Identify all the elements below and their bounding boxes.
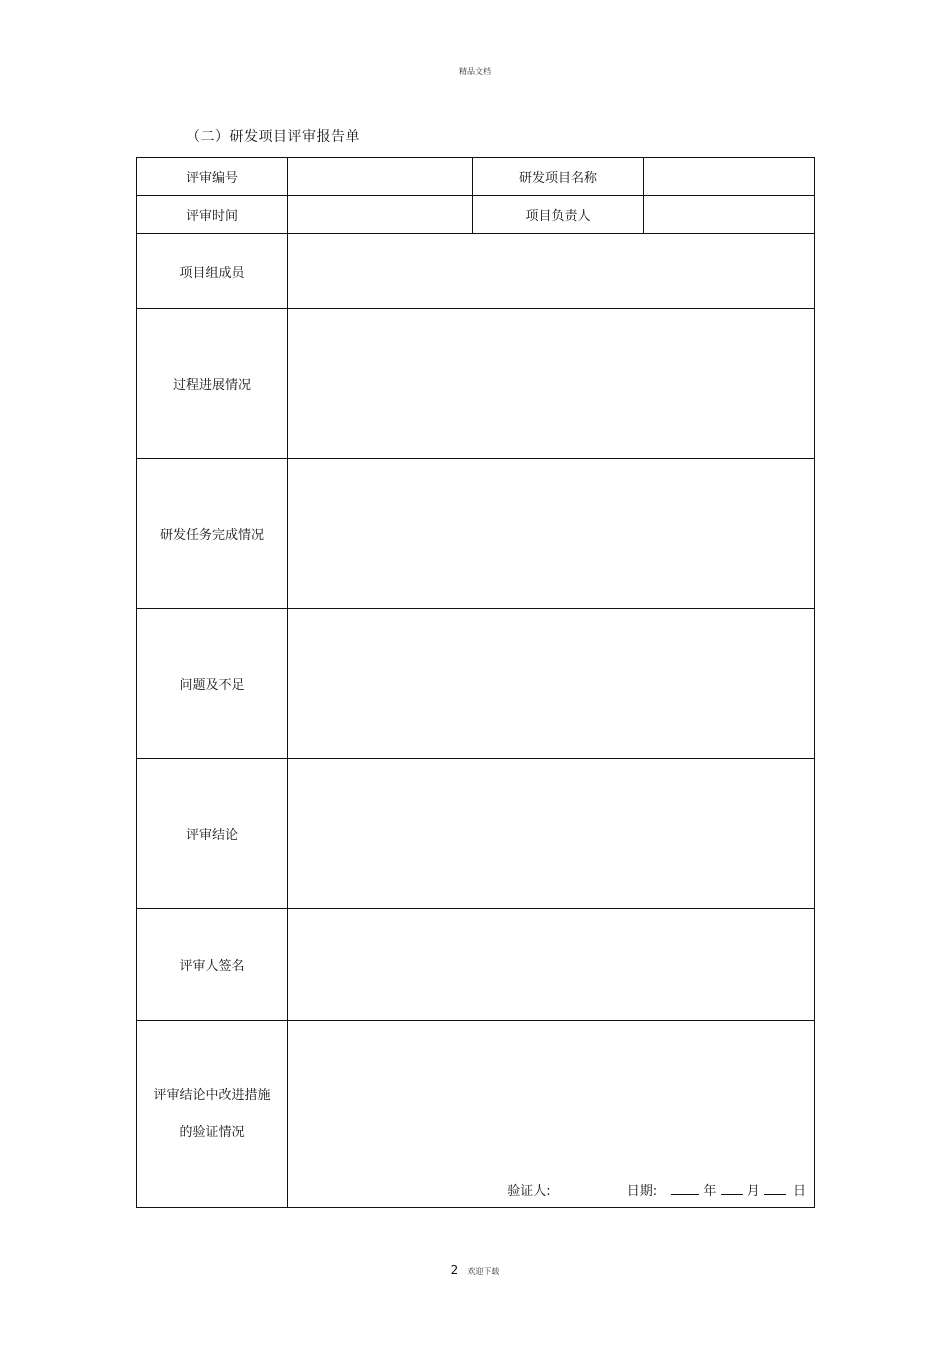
conclusion-label: 评审结论 (137, 759, 288, 909)
issues-label: 问题及不足 (137, 609, 288, 759)
year-label: 年 (703, 1184, 717, 1199)
improvement-label-line2: 的验证情况 (179, 1125, 245, 1140)
row-improvement (137, 1021, 815, 1208)
improvement-label (137, 1021, 288, 1208)
row-members (137, 234, 815, 309)
verifier-label: 验证人: (507, 1184, 551, 1199)
task-completion-field[interactable] (288, 459, 815, 609)
members-label: 项目组成员 (137, 234, 288, 309)
footer-text: 欢迎下载 (467, 1267, 500, 1276)
row-conclusion (137, 759, 815, 909)
date-label: 日期: (626, 1184, 658, 1199)
row-review-no (137, 158, 815, 196)
review-time-field[interactable] (288, 196, 473, 234)
header-note: 精品文档 (459, 67, 491, 76)
month-label: 月 (746, 1184, 760, 1199)
conclusion-field[interactable] (288, 759, 815, 909)
review-report-table (136, 157, 815, 1208)
review-no-field[interactable] (288, 158, 473, 196)
review-no-label: 评审编号 (137, 158, 288, 196)
issues-field[interactable] (288, 609, 815, 759)
members-field[interactable] (288, 234, 815, 309)
progress-label: 过程进展情况 (137, 309, 288, 459)
improvement-label-line1: 评审结论中改进措施 (153, 1088, 271, 1103)
row-signature (137, 909, 815, 1021)
row-issues (137, 609, 815, 759)
section-title: （二）研发项目评审报告单 (186, 129, 360, 145)
row-progress (137, 309, 815, 459)
improvement-field[interactable] (288, 1021, 815, 1208)
task-completion-label: 研发任务完成情况 (137, 459, 288, 609)
review-time-label: 评审时间 (137, 196, 288, 234)
progress-field[interactable] (288, 309, 815, 459)
project-lead-field[interactable] (644, 196, 815, 234)
day-label: 日 (792, 1184, 806, 1199)
month-blank[interactable] (721, 1182, 743, 1195)
signature-label: 评审人签名 (137, 909, 288, 1021)
row-task-completion (137, 459, 815, 609)
row-review-time (137, 196, 815, 234)
signature-field[interactable] (288, 909, 815, 1021)
page-number: 2 (450, 1263, 459, 1277)
project-lead-label: 项目负责人 (473, 196, 644, 234)
project-name-field[interactable] (644, 158, 815, 196)
verify-line (507, 1180, 806, 1199)
project-name-label: 研发项目名称 (473, 158, 644, 196)
footer (0, 1259, 950, 1278)
year-blank[interactable] (671, 1182, 699, 1195)
day-blank[interactable] (764, 1182, 786, 1195)
